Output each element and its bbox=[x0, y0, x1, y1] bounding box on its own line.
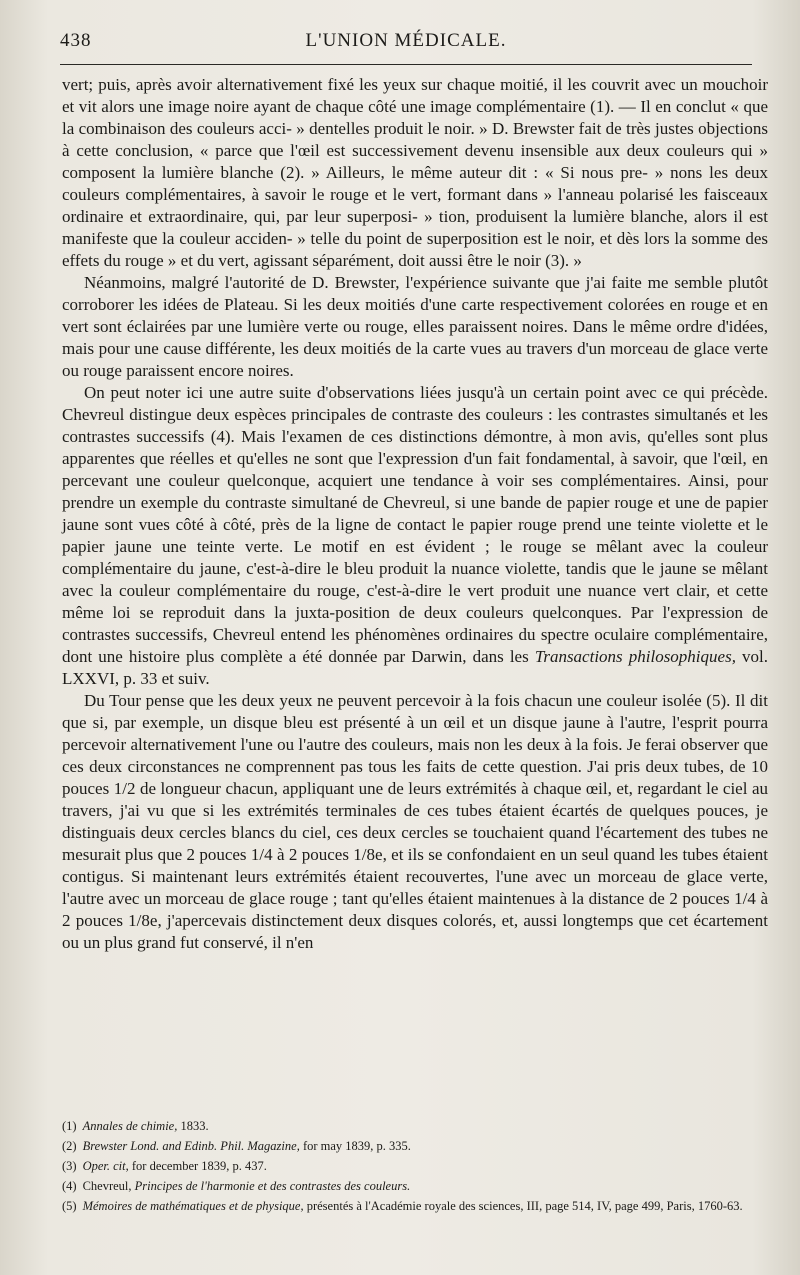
paragraph-4: Du Tour pense que les deux yeux ne peuvent percevoir à la fois chacun une couleur isolée (5). Il dit que si, par exemple, un disque bleu est présenté à un œil et un disque jaune à l'autre, l'esprit pourra percevoir alternativement l'une ou l'autre des couleurs, mais non les deux à la fois. Je ferai observer que ces deux circonstances ne comprennent pas tous les faits de cette question. J'ai pris deux tubes, de 10 pouces 1/2 de longueur chacun, appliquant une de leurs extrémités à chaque œil, et, regardant le ciel au travers, j'ai vu que si les extrémités terminales de ces tubes étaient écartés de quelques pouces, je distinguais deux cercles blancs du ciel, ces deux cercles se touchaient quand l'écartement des tubes ne mesurait plus que 2 pouces 1/4 à 2 pouces 1/8e, et ils se confondaient en un seul quand les tubes étaient contigus. Si maintenant leurs extrémités étaient recouvertes, l'une avec un morceau de glace verte, l'autre avec un morceau de glace rouge ; tant qu'elles étaient maintenues à la distance de 2 pouces 1/4 à 2 pouces 1/8e, j'apercevais distinctement deux disques colorés, et, aussi longtemps que cet écartement ou un plus grand fut conservé, il n'en bbox=[62, 691, 768, 952]
footnote-1 bbox=[62, 1116, 768, 1136]
footnote-1-num: (1) bbox=[62, 1119, 77, 1133]
footnote-4-italic: Principes de l'harmonie et des contrastes des couleurs. bbox=[134, 1179, 411, 1193]
page-header bbox=[60, 30, 752, 58]
main-text bbox=[62, 74, 768, 954]
footnotes bbox=[62, 1116, 768, 1216]
footnote-3-num: (3) bbox=[62, 1159, 77, 1173]
footnote-2-rest: for may 1839, p. 335. bbox=[299, 1139, 411, 1153]
paragraph-1: vert; puis, après avoir alternativement fixé les yeux sur chaque moitié, il les couvrit avec un mouchoir et vit alors une image noire ayant de chaque côté une image complémentaire (1). — Il en conclut « que la combinaison des couleurs acci- » dentelles produit le noir. » D. Brewster fait de très justes objections à cette conclusion, « parce que l'œil est successivement devenu insensible aux deux couleurs qui » composent la lumière blanche (2). » Ailleurs, le même auteur dit : « Si nous pre- » nons les deux couleurs complémentaires, à savoir le rouge et le vert, formant dans » l'anneau polarisé les faisceaux ordinaire et extraordinaire, qui, par leur superposi- » tion, produisent la lumière blanche, alors il est manifeste que la couleur acciden- » telle du point de superposition est le noir, et dès lors la somme des effets du rouge » et du vert, agissant séparément, doit aussi être le noir (3). » bbox=[62, 75, 768, 270]
footnote-3 bbox=[62, 1156, 768, 1176]
footnote-5-num: (5) bbox=[62, 1199, 77, 1213]
footnote-2 bbox=[62, 1136, 768, 1156]
footnote-4 bbox=[62, 1176, 768, 1196]
paragraph-3 bbox=[62, 382, 768, 690]
footnote-3-italic: Oper. cit bbox=[82, 1159, 126, 1173]
running-title: L'UNION MÉDICALE. bbox=[305, 30, 507, 51]
paragraph-3-italic: Transactions philosophiques, bbox=[534, 647, 736, 666]
footnote-2-num: (2) bbox=[62, 1139, 77, 1153]
footnote-4-num: (4) bbox=[62, 1179, 77, 1193]
footnote-2-italic: Brewster Lond. and Edinb. Phil. Magazine, bbox=[82, 1139, 300, 1153]
footnote-5-rest: présentés à l'Académie royale des sciences, III, page 514, IV, page 499, Paris, 1760-63. bbox=[303, 1199, 743, 1213]
footnote-3-rest: , for december 1839, p. 437. bbox=[125, 1159, 267, 1173]
footnote-5-italic: Mémoires de mathématiques et de physique, bbox=[82, 1199, 304, 1213]
paragraph-3-tail: vol. LXXVI, p. 33 et suiv. bbox=[62, 647, 769, 688]
footnote-4-pre: Chevreul, bbox=[82, 1179, 135, 1193]
header-rule bbox=[60, 64, 752, 65]
footnote-5 bbox=[62, 1196, 768, 1216]
paragraph-2: Néanmoins, malgré l'autorité de D. Brewster, l'expérience suivante que j'ai faite me semble plutôt corroborer les idées de Plateau. Si les deux moitiés d'une carte respectivement colorées en rouge et en vert sont éclairées par une lumière verte ou rouge, elles paraissent noires. Dans le même ordre d'idées, mais pour une cause différente, les deux moitiés de la carte vues au travers d'un morceau de glace verte ou rouge paraissent encore noires. bbox=[62, 273, 768, 380]
footnote-1-italic: Annales de chimie, bbox=[82, 1119, 178, 1133]
page-number: 438 bbox=[60, 30, 92, 51]
paragraph-3-text: On peut noter ici une autre suite d'observations liées jusqu'à un certain point avec ce qui précède. Chevreul distingue deux espèces principales de contraste des couleurs : les contrastes simultanés et les contrastes successifs (4). Mais l'examen de ces distinctions démontre, à mon avis, qu'elles sont plus apparentes que réelles et qu'elles ne sont que l'expression d'un fait fondamental, à savoir, que l'œil, en percevant une couleur quelconque, acquiert une tendance à voir ses complémentaires. Ainsi, pour prendre un exemple du contraste simultané de Chevreul, si une bande de papier rouge et une de papier jaune sont vues côté à côté, près de la ligne de contact le papier rouge prend une teinte violette et le papier jaune une teinte verte. Le motif en est évident ; le rouge se mêlant avec la couleur complémentaire du jaune, c'est-à-dire le bleu produit la nuance violette, tandis que le jaune se mêlant avec la couleur complémentaire du rouge, c'est-à-dire le vert produit une nuance vert clair, et cette même loi se reproduit dans la juxta-position de deux couleurs quelconques. Par l'expression de contrastes successifs, Chevreul entend les phénomènes ordinaires du spectre oculaire complémentaire, dont une histoire plus complète a été donnée par Darwin, dans les bbox=[62, 383, 768, 666]
footnote-1-rest: 1833. bbox=[177, 1119, 209, 1133]
